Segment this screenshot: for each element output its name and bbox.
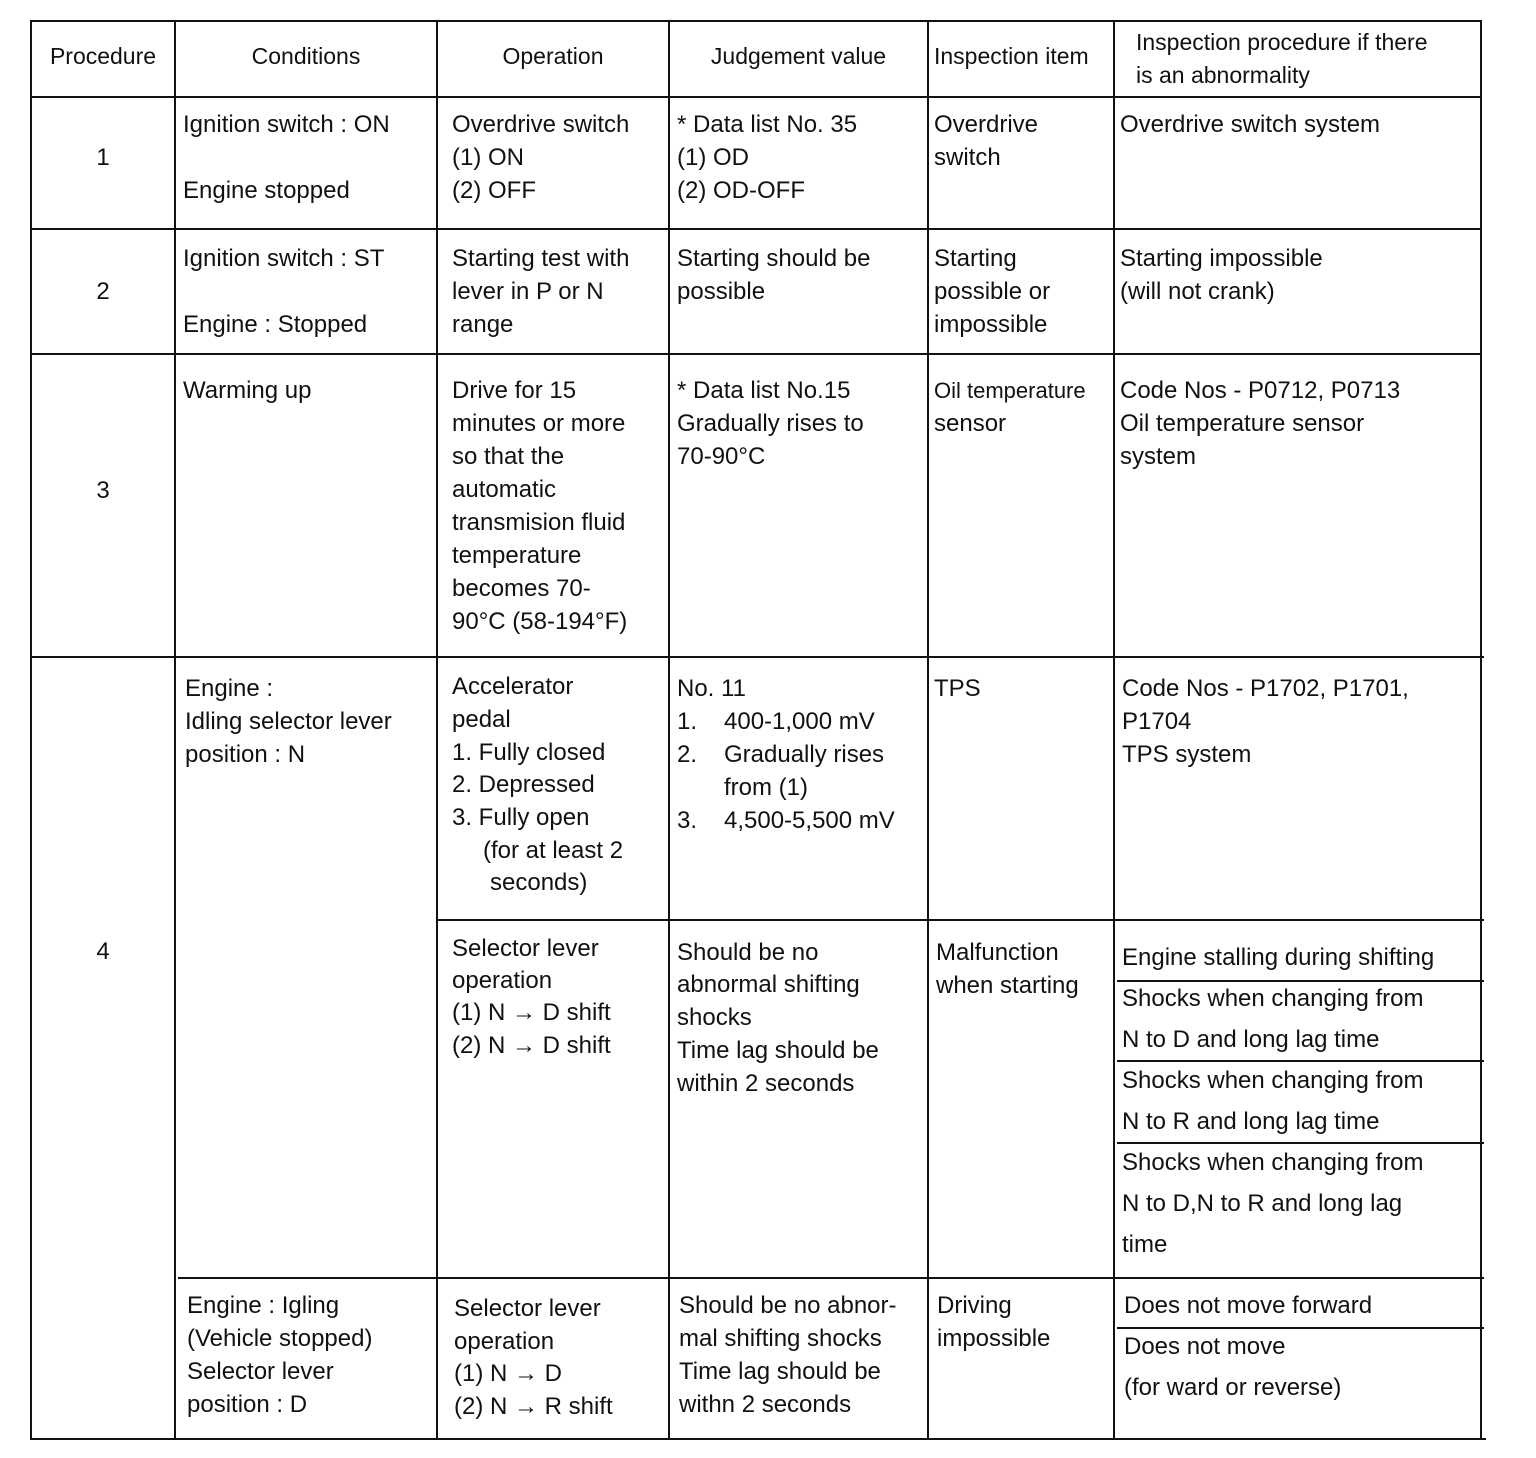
row-6-abnormality-2-line-2: (for ward or reverse): [1124, 1374, 1342, 1401]
row-4-judgement-text-2: Gradually rises: [724, 741, 885, 768]
row-4-operation-line-5: 3. Fully open: [452, 804, 590, 831]
row-4-judgement-text-2b: from (1): [724, 774, 808, 801]
row-1-judgement-line-1: * Data list No. 35: [677, 111, 858, 138]
header-conditions: Conditions: [251, 43, 361, 69]
row-5-abnormality-4-line-2: N to D,N to R and long lag: [1122, 1190, 1403, 1217]
header-judgement: Judgement value: [710, 43, 887, 69]
row-6-judgement-line-2: mal shifting shocks: [679, 1325, 882, 1352]
row-6-abnormality-2-line-1: Does not move: [1124, 1333, 1286, 1360]
row-2-judgement-line-2: possible: [677, 278, 766, 305]
row-2-judgement-line-1: Starting should be: [677, 245, 871, 272]
row-5-abnormality-3-line-2: N to R and long lag time: [1122, 1108, 1380, 1135]
row-4-conditions-line-2: Idling selector lever: [185, 708, 392, 735]
row-2-inspection-line-3: impossible: [934, 311, 1048, 338]
row-5-operation-line-3: (1) N → D shift: [452, 999, 611, 1026]
col-4-border: [927, 20, 929, 1440]
row-6-conditions-line-1: Engine : Igling: [187, 1292, 340, 1319]
subrow-selector-bottom-border: [178, 1277, 1484, 1279]
row-3-abnormality-line-2: Oil temperature sensor: [1120, 410, 1365, 437]
row-6-inspection-line-1: Driving: [937, 1292, 1012, 1319]
row-4-judgement-text-3: 4,500-5,500 mV: [724, 807, 895, 834]
row-4-operation-line-3: 1. Fully closed: [452, 739, 606, 766]
row-3-procedure: 3: [96, 477, 110, 504]
row-3-operation-line-2: minutes or more: [452, 410, 626, 437]
row-5-operation-line-2: operation: [452, 967, 553, 994]
row-4-conditions-line-3: position : N: [185, 741, 306, 768]
row-5-abnormality-3-line-1: Shocks when changing from: [1122, 1067, 1424, 1094]
table-top-border: [30, 20, 1482, 22]
abn-split-4: [1117, 1327, 1484, 1329]
row-2-bottom-border: [30, 353, 1482, 355]
row-3-operation-line-5: transmision fluid: [452, 509, 626, 536]
row-2-inspection-line-1: Starting: [934, 245, 1017, 272]
row-3-operation-line-3: so that the: [452, 443, 565, 470]
row-6-conditions-line-2: (Vehicle stopped): [187, 1325, 373, 1352]
header-operation: Operation: [502, 43, 604, 69]
subrow-tps-bottom-border: [438, 919, 1484, 921]
row-5-inspection-line-1: Malfunction: [936, 939, 1059, 966]
row-2-operation-line-1: Starting test with: [452, 245, 630, 272]
row-6-judgement-line-1: Should be no abnor-: [679, 1292, 897, 1319]
row-1-conditions-line-1: Ignition switch : ON: [183, 111, 390, 138]
row-3-inspection-line-2: sensor: [934, 410, 1007, 437]
header-abnormality-line-1: Inspection procedure if there: [1136, 29, 1428, 55]
row-4-procedure: 4: [96, 938, 110, 965]
col-3-border: [668, 20, 670, 1440]
row-2-procedure: 2: [96, 278, 110, 305]
row-4-abnormality-line-3: TPS system: [1122, 741, 1252, 768]
row-5-judgement-line-1: Should be no: [677, 939, 819, 966]
row-4-judgement-text-1: 400-1,000 mV: [724, 708, 875, 735]
row-5-inspection-line-2: when starting: [936, 972, 1079, 999]
table-left-border: [30, 20, 32, 1440]
row-4-operation-line-1: Accelerator: [452, 673, 574, 700]
row-6-conditions-line-4: position : D: [187, 1391, 308, 1418]
row-5-abnormality-2-line-1: Shocks when changing from: [1122, 985, 1424, 1012]
row-5-judgement-line-2: abnormal shifting: [677, 971, 860, 998]
row-6-conditions-line-3: Selector lever: [187, 1358, 334, 1385]
row-1-judgement-line-2: (1) OD: [677, 144, 749, 171]
row-5-abnormality-1-line-1: Engine stalling during shifting: [1122, 944, 1435, 971]
row-1-operation-line-1: Overdrive switch: [452, 111, 630, 138]
row-5-operation-line-4: (2) N → D shift: [452, 1032, 611, 1059]
row-2-abnormality-line-2: (will not crank): [1120, 278, 1275, 305]
row-4-operation-line-6: (for at least 2: [483, 837, 624, 864]
row-4-operation-line-2: pedal: [452, 706, 511, 733]
col-2-border: [436, 20, 438, 1440]
row-1-judgement-line-3: (2) OD-OFF: [677, 177, 805, 204]
row-3-abnormality-line-3: system: [1120, 443, 1197, 470]
row-3-inspection-line-1: Oil temperature: [934, 378, 1086, 403]
header-abnormality-line-2: is an abnormality: [1136, 62, 1310, 88]
row-4-judgement-line-1: No. 11: [677, 675, 746, 702]
row-5-judgement-line-5: within 2 seconds: [677, 1070, 855, 1097]
row-1-operation-line-2: (1) ON: [452, 144, 524, 171]
row-3-operation-line-4: automatic: [452, 476, 557, 503]
row-6-abnormality-1-line-1: Does not move forward: [1124, 1292, 1373, 1319]
abn-split-2: [1117, 1060, 1484, 1062]
col-1-border: [174, 20, 176, 1440]
row-5-abnormality-4-line-3: time: [1122, 1231, 1168, 1258]
row-6-judgement-line-3: Time lag should be: [679, 1358, 881, 1385]
row-4-conditions-line-1: Engine :: [185, 675, 274, 702]
col-5-border: [1113, 20, 1115, 1440]
row-2-abnormality-line-1: Starting impossible: [1120, 245, 1323, 272]
row-4-operation-line-7: seconds): [490, 869, 588, 896]
row-1-bottom-border: [30, 228, 1482, 230]
header-inspection-item: Inspection item: [934, 43, 1089, 69]
row-3-abnormality-line-1: Code Nos - P0712, P0713: [1120, 377, 1401, 404]
header-row-border: [30, 96, 1482, 98]
row-5-abnormality-4-line-1: Shocks when changing from: [1122, 1149, 1424, 1176]
row-6-inspection-line-2: impossible: [937, 1325, 1051, 1352]
row-1-conditions-line-3: Engine stopped: [183, 177, 350, 204]
row-5-operation-line-1: Selector lever: [452, 935, 599, 962]
row-3-conditions-line-1: Warming up: [183, 377, 312, 404]
row-3-judgement-line-2: Gradually rises to: [677, 410, 864, 437]
header-procedure: Procedure: [49, 43, 157, 69]
table-bottom-border: [32, 1438, 1486, 1440]
row-5-abnormality-2-line-2: N to D and long lag time: [1122, 1026, 1380, 1053]
row-4-inspection-line-1: TPS: [934, 675, 981, 702]
row-1-procedure: 1: [96, 144, 110, 171]
row-6-operation-line-3: (1) N → D: [454, 1360, 562, 1387]
row-4-operation-line-4: 2. Depressed: [452, 771, 595, 798]
row-6-operation-line-4: (2) N → R shift: [454, 1393, 613, 1420]
row-3-operation-line-8: 90°C (58-194°F): [452, 608, 628, 635]
row-5-judgement-line-3: shocks: [677, 1004, 752, 1031]
row-3-operation-line-6: temperature: [452, 542, 582, 569]
row-2-operation-line-3: range: [452, 311, 514, 338]
row-3-operation-line-7: becomes 70-: [452, 575, 591, 602]
row-2-inspection-line-2: possible or: [934, 278, 1051, 305]
row-2-conditions-line-1: Ignition switch : ST: [183, 245, 385, 272]
row-6-operation-line-2: operation: [454, 1328, 555, 1355]
row-1-operation-line-3: (2) OFF: [452, 177, 536, 204]
row-6-operation-line-1: Selector lever: [454, 1295, 601, 1322]
abn-split-3: [1117, 1142, 1484, 1144]
row-3-judgement-line-3: 70-90°C: [677, 443, 766, 470]
row-4-judgement-num-1: 1.: [677, 708, 698, 735]
row-6-judgement-line-4: withn 2 seconds: [679, 1391, 852, 1418]
row-1-inspection-line-2: switch: [934, 144, 1001, 171]
row-4-judgement-num-3: 3.: [677, 807, 698, 834]
row-3-judgement-line-1: * Data list No.15: [677, 377, 851, 404]
row-2-conditions-line-3: Engine : Stopped: [183, 311, 368, 338]
row-3-bottom-border: [30, 656, 1484, 658]
row-4-abnormality-line-1: Code Nos - P1702, P1701,: [1122, 675, 1409, 702]
row-4-judgement-num-2: 2.: [677, 741, 698, 768]
row-3-operation-line-1: Drive for 15: [452, 377, 577, 404]
row-2-operation-line-2: lever in P or N: [452, 278, 604, 305]
table-right-border: [1480, 20, 1482, 1440]
row-1-inspection-line-1: Overdrive: [934, 111, 1039, 138]
row-5-judgement-line-4: Time lag should be: [677, 1037, 879, 1064]
row-1-abnormality-line-1: Overdrive switch system: [1120, 111, 1381, 138]
row-4-abnormality-line-2: P1704: [1122, 708, 1192, 735]
